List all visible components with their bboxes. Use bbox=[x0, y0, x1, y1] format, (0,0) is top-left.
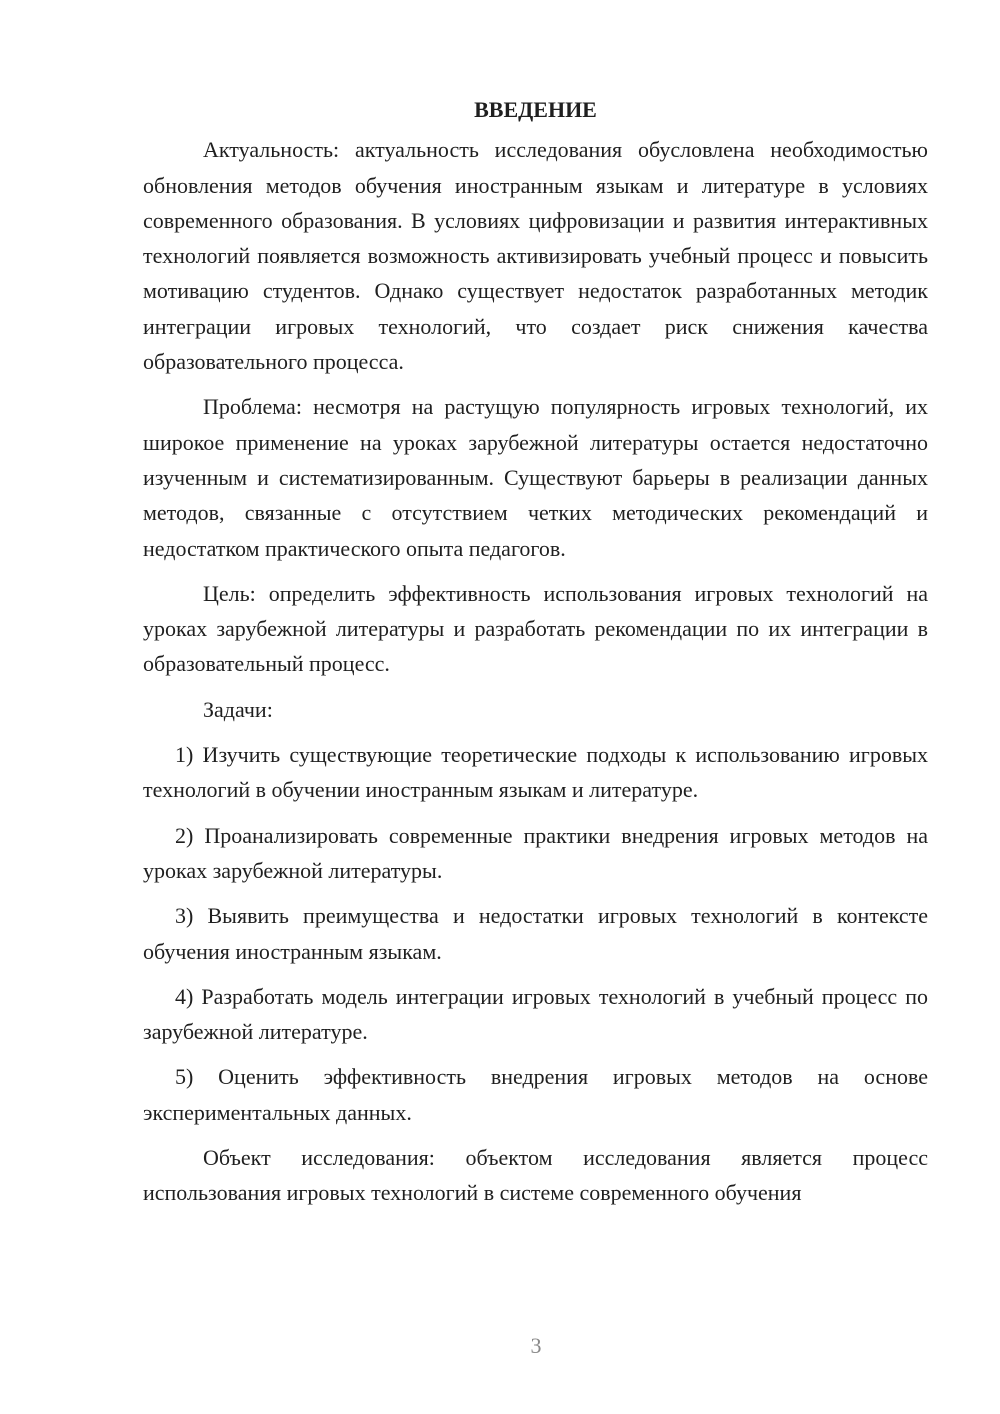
object-paragraph: Объект исследования: объектом исследования является процесс использования игровых технологий в системе современного обучения bbox=[143, 1145, 928, 1206]
relevance-paragraph: Актуальность: актуальность исследования обусловлена необходимостью обновления методов обучения иностранным языкам и литературе в условиях современного образования. В условиях цифровизации и развития интерактивных технологий появляется возможность активизировать учебный процесс и повысить мотивацию студентов. Однако существует недостаток разработанных методик интеграции игровых технологий, что создает риск снижения качества образовательного процесса. bbox=[143, 137, 928, 375]
task-item-3: 3) Выявить преимущества и недостатки игровых технологий в контексте обучения иностранным языкам. bbox=[143, 903, 928, 964]
problem-paragraph: Проблема: несмотря на растущую популярность игровых технологий, их широкое применение на уроках зарубежной литературы остается недостаточно изученным и систематизированным. Существуют барьеры в реализации данных методов, связанные с отсутствием четких методических рекомендаций и недостатком практического опыта педагогов. bbox=[143, 394, 928, 561]
page-body bbox=[143, 92, 928, 1221]
task-item-4: 4) Разработать модель интеграции игровых технологий в учебный процесс по зарубежной литературе. bbox=[143, 983, 928, 1045]
goal-paragraph: Цель: определить эффективность использования игровых технологий на уроках зарубежной литературы и разработать рекомендации по их интеграции в образовательный процесс. bbox=[143, 580, 928, 677]
task-item-1: 1) Изучить существующие теоретические подходы к использованию игровых технологий в обучении иностранным языкам и литературе. bbox=[143, 742, 928, 803]
page-number: 3 bbox=[530, 1333, 542, 1358]
task-item-5: 5) Оценить эффективность внедрения игровых методов на основе экспериментальных данных. bbox=[143, 1064, 928, 1125]
tasks-label: Задачи: bbox=[203, 696, 273, 722]
task-item-2: 2) Проанализировать современные практики внедрения игровых методов на уроках зарубежной литературы. bbox=[143, 822, 928, 883]
page-title: ВВЕДЕНИЕ bbox=[474, 97, 597, 122]
